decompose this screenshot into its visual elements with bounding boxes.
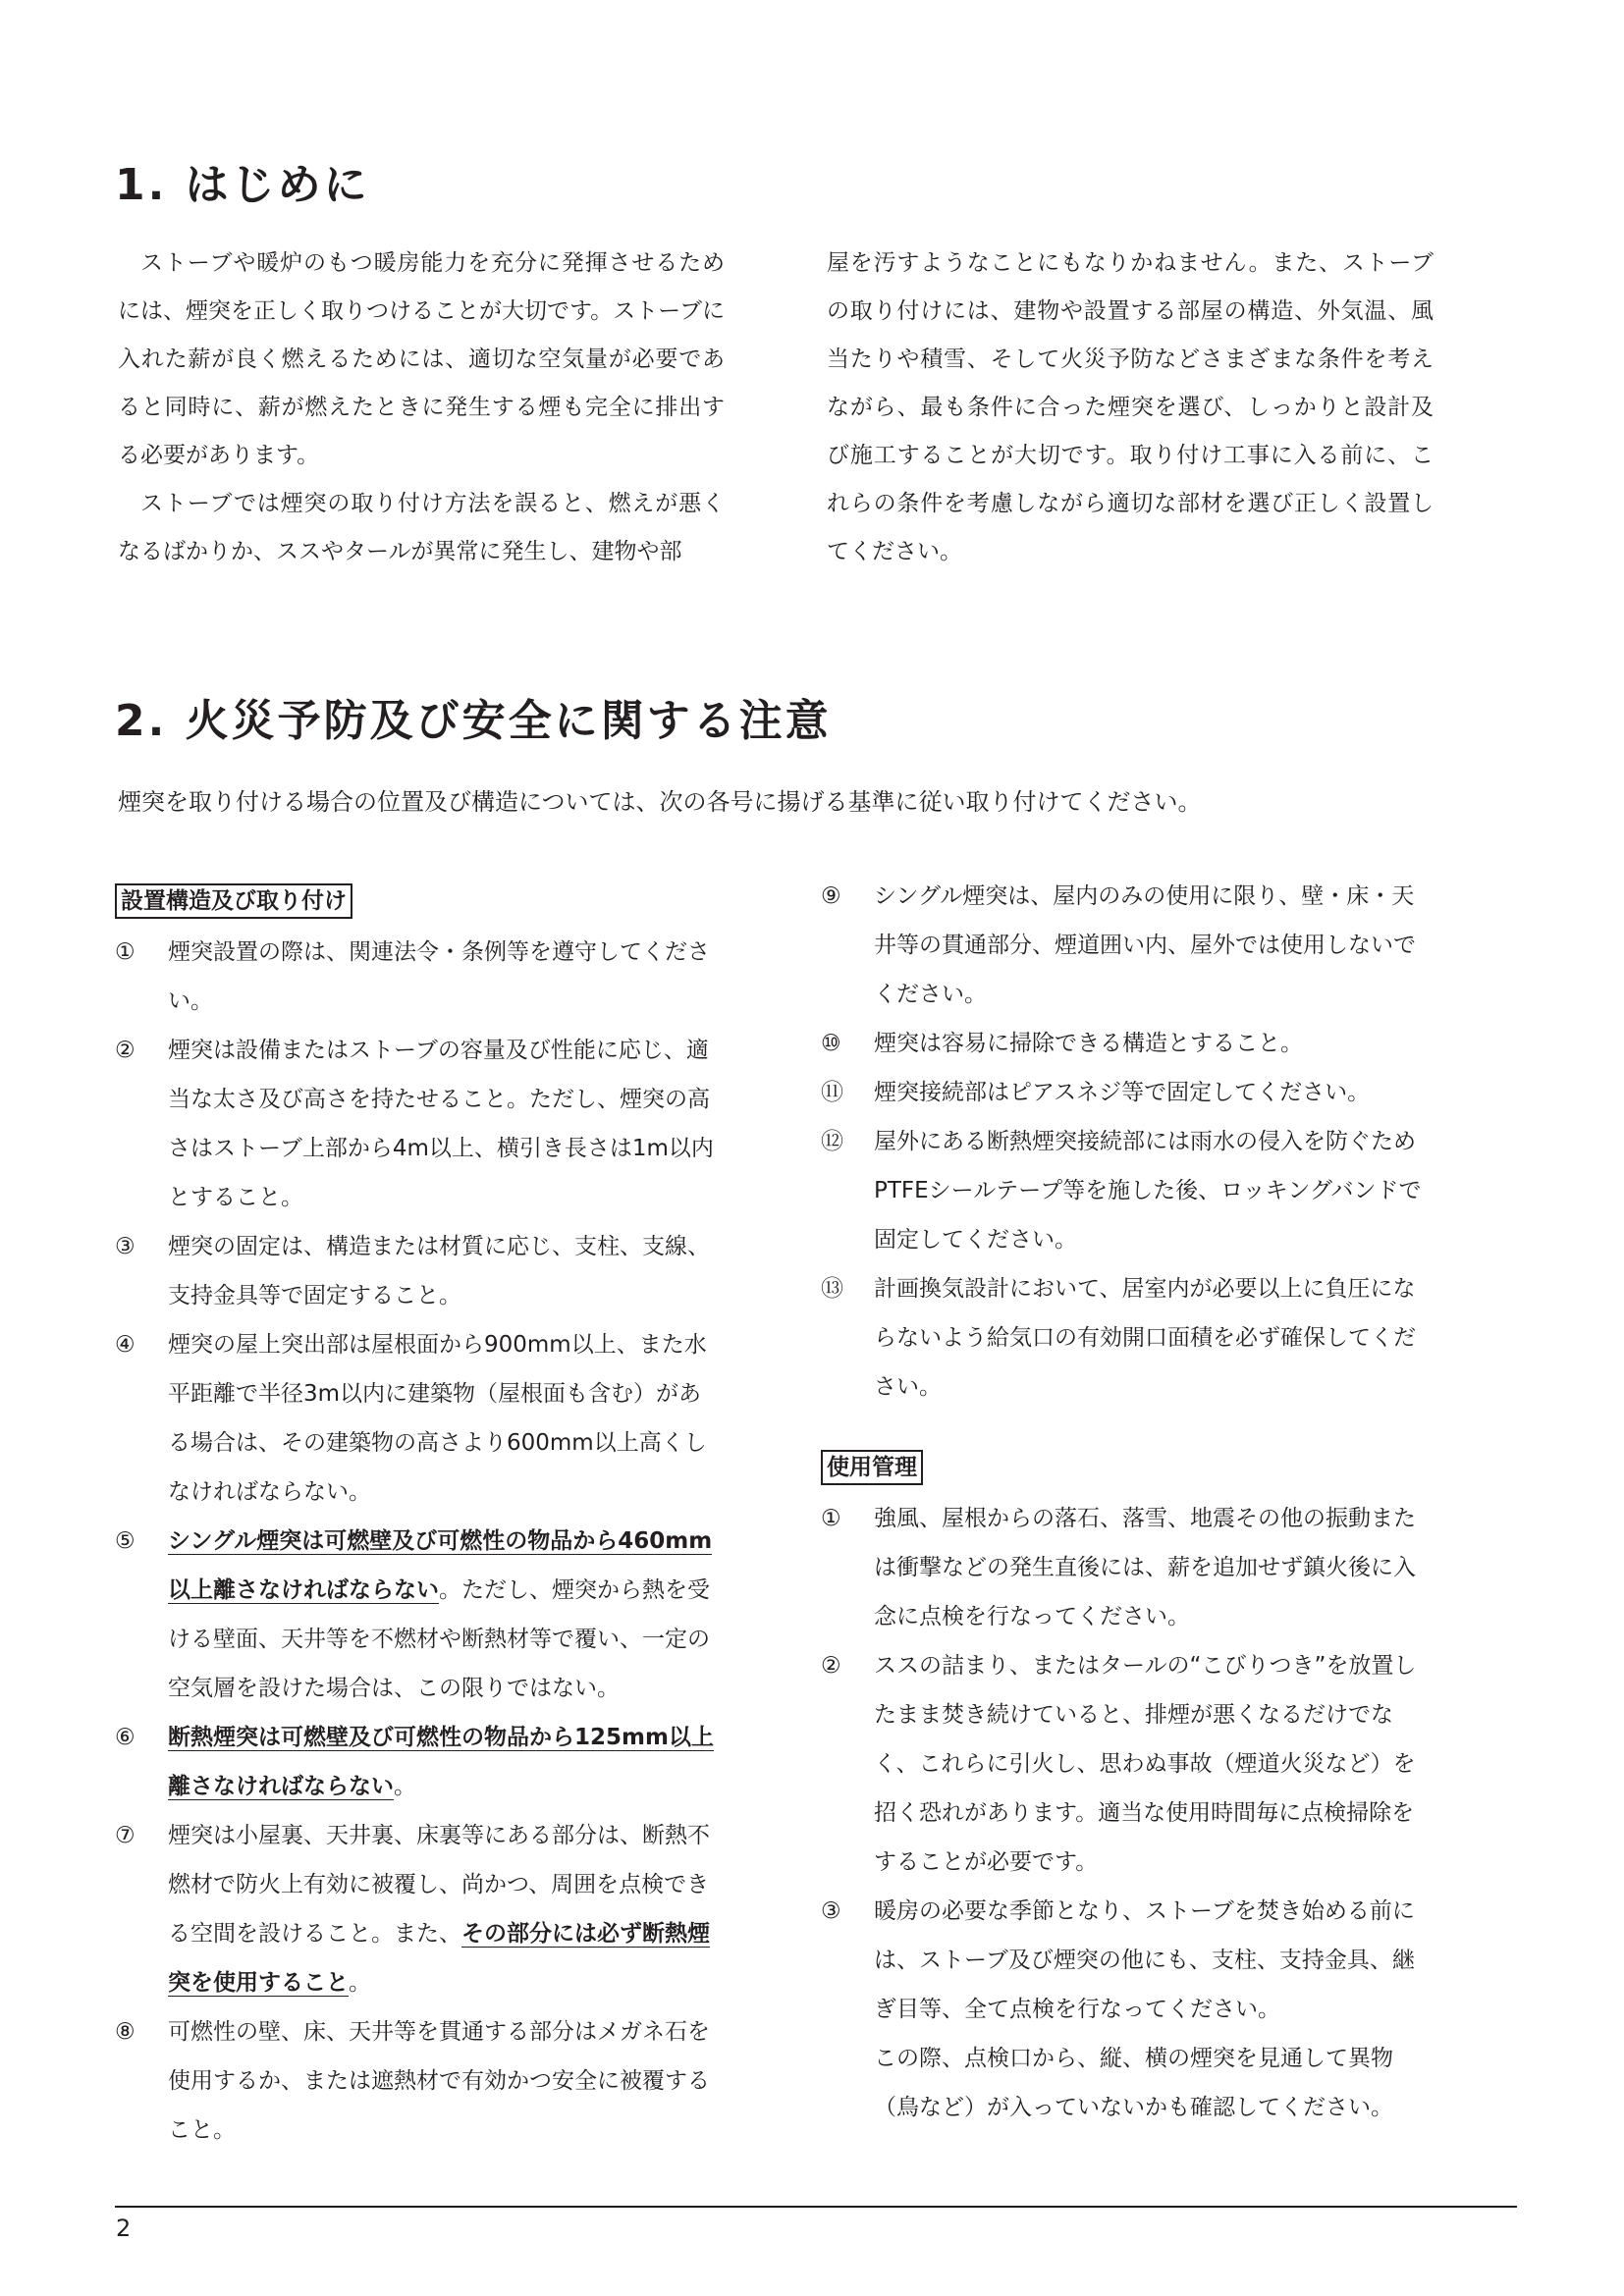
- install-item-12: [821, 1117, 1430, 1264]
- item-emphasis: シングル煙突は可燃壁及び可燃性の物品から460mm以上離さなければならない: [168, 1528, 713, 1603]
- section-spacer: [821, 1412, 1430, 1443]
- item-text: 屋外にある断熱煙突接続部には雨水の侵入を防ぐためPTFEシールテープ等を施した後、ロッキングバンドで固定してください。: [874, 1129, 1422, 1253]
- item-number: ⑪: [821, 1080, 843, 1105]
- item-emphasis: 断熱煙突は可燃壁及び可燃性の物品から125mm以上離さなければならない: [168, 1725, 714, 1799]
- install-item-7: [115, 1811, 724, 2007]
- item-number: ⑫: [821, 1129, 843, 1154]
- item-number: ⑦: [115, 1823, 135, 1848]
- section2-lead: 煙突を取り付ける場合の位置及び構造については、次の各号に揚げる基準に従い取り付けてください。: [118, 788, 1202, 816]
- install-heading: 設置構造及び取り付け: [115, 883, 352, 919]
- install-item-11: [821, 1068, 1430, 1117]
- item-number: ③: [115, 1234, 135, 1259]
- item-text: 煙突の固定は、構造または材質に応じ、支柱、支線、支持金具等で固定すること。: [168, 1234, 710, 1308]
- item-number: ①: [115, 939, 135, 965]
- footer-divider: [115, 2206, 1517, 2208]
- item-emphasis: その部分には必ず断熱煙突を使用すること: [168, 1921, 710, 1996]
- page-number: 2: [116, 2215, 132, 2242]
- install-item-8: [115, 2007, 724, 2155]
- intro-paragraph-1: ストーブや暖炉のもつ暖房能力を充分に発揮させるためには、煙突を正しく取りつけることが大切です。ストーブに入れた薪が良く燃えるためには、適切な空気量が必要であると同時に、薪が燃えたときに発生する煙も完全に排出する必要があります。: [118, 250, 726, 468]
- install-list-left: [115, 877, 724, 2155]
- item-text: 可燃性の壁、床、天井等を貫通する部分はメガネ石を使用するか、または遮熱材で有効かつ安全に被覆すること。: [168, 2019, 710, 2143]
- item-extra-text: この際、点検口から、縦、横の煙突を見通して異物（鳥など）が入っていないかも確認してください。: [874, 2046, 1393, 2120]
- item-text: ススの詰まり、またはタールの“こびりつき”を放置したまま焚き続けていると、排煙が悪くなるだけでなく、これらに引火し、思わぬ事故（煙道火災など）を招く恐れがあります。適当な使用時間毎に点検掃除をすることが必要です。: [874, 1653, 1417, 1875]
- item-number: ⑤: [115, 1528, 135, 1554]
- item-text: 煙突設置の際は、関連法令・条例等を遵守してください。: [168, 939, 710, 1014]
- item-text: 強風、屋根からの落石、落雪、地震その他の振動または衝撃などの発生直後には、薪を追加せず鎮火後に入念に点検を行なってください。: [874, 1506, 1416, 1629]
- install-item-6: [115, 1713, 724, 1811]
- usage-item-1: [821, 1494, 1430, 1641]
- item-number: ⑬: [821, 1276, 843, 1302]
- intro-paragraph-2: ストーブでは煙突の取り付け方法を誤ると、燃えが悪くなるばかりか、ススやタールが異常に発生し、建物や部: [118, 491, 725, 564]
- install-item-9: [821, 872, 1430, 1019]
- item-text: 煙突の屋上突出部は屋根面から900mm以上、また水平距離で半径3m以内に建築物（屋根面も含む）がある場合は、その建築物の高さより600mm以上高くしなければならない。: [168, 1332, 707, 1505]
- install-list-right: [821, 872, 1430, 2132]
- item-number: ②: [115, 1038, 135, 1063]
- item-number: ①: [821, 1506, 841, 1531]
- item-number: ⑩: [821, 1031, 841, 1056]
- install-item-2: [115, 1026, 724, 1222]
- section2-title: 2. 火災予防及び安全に関する注意: [115, 696, 832, 746]
- item-text-tail: 。: [349, 1970, 371, 1996]
- intro-left-column: [118, 240, 725, 576]
- install-item-1: [115, 928, 724, 1026]
- item-number: ④: [115, 1332, 135, 1358]
- item-text: 計画換気設計において、居室内が必要以上に負圧にならないよう給気口の有効開口面積を必ず確保してください。: [874, 1276, 1416, 1400]
- item-number: ⑧: [115, 2019, 135, 2045]
- item-text: 。ただし、煙突から熱を受ける壁面、天井等を不燃材や断熱材等で覆い、一定の空気層を設けた場合は、この限りではない。: [168, 1577, 710, 1701]
- item-text: 煙突は容易に掃除できる構造とすること。: [874, 1031, 1303, 1056]
- item-number: ⑨: [821, 883, 841, 909]
- item-number: ⑥: [115, 1725, 135, 1750]
- install-item-3: [115, 1222, 724, 1320]
- install-item-4: [115, 1320, 724, 1517]
- item-text: 暖房の必要な季節となり、ストーブを焚き始める前には、ストーブ及び煙突の他にも、支柱、支持金具、継ぎ目等、全て点検を行なってください。: [874, 1898, 1415, 2022]
- install-item-10: [821, 1019, 1430, 1068]
- item-text: 。: [394, 1774, 416, 1799]
- install-item-13: [821, 1264, 1430, 1412]
- usage-item-3: [821, 1887, 1430, 2132]
- item-text: 煙突は小屋裏、天井裏、床裏等にある部分は、断熱不燃材で防火上有効に被覆し、尚かつ、周囲を点検できる空間を設けること。また、: [168, 1823, 710, 1947]
- intro-paragraph-continued: 屋を汚すようなことにもなりかねません。また、ストーブの取り付けには、建物や設置する部屋の構造、外気温、風当たりや積雪、そして火災予防などさまざまな条件を考えながら、最も条件に合った煙突を選び、しっかりと設計及び施工することが大切です。取り付け工事に入る前に、これらの条件を考慮しながら適切な部材を選び正しく設置してください。: [827, 250, 1434, 564]
- item-text: 煙突は設備またはストーブの容量及び性能に応じ、適当な太さ及び高さを持たせること。ただし、煙突の高さはストーブ上部から4m以上、横引き長さは1m以内とすること。: [168, 1038, 714, 1210]
- item-number: ②: [821, 1653, 841, 1679]
- usage-item-2: [821, 1641, 1430, 1887]
- item-number: ③: [821, 1898, 841, 1924]
- intro-right-column: [827, 240, 1434, 576]
- install-item-5: [115, 1517, 724, 1713]
- usage-heading: 使用管理: [821, 1450, 923, 1485]
- item-text: シングル煙突は、屋内のみの使用に限り、壁・床・天井等の貫通部分、煙道囲い内、屋外では使用しないでください。: [874, 883, 1416, 1007]
- section1-title: 1. はじめに: [115, 160, 370, 210]
- item-text: 煙突接続部はピアスネジ等で固定してください。: [874, 1080, 1371, 1105]
